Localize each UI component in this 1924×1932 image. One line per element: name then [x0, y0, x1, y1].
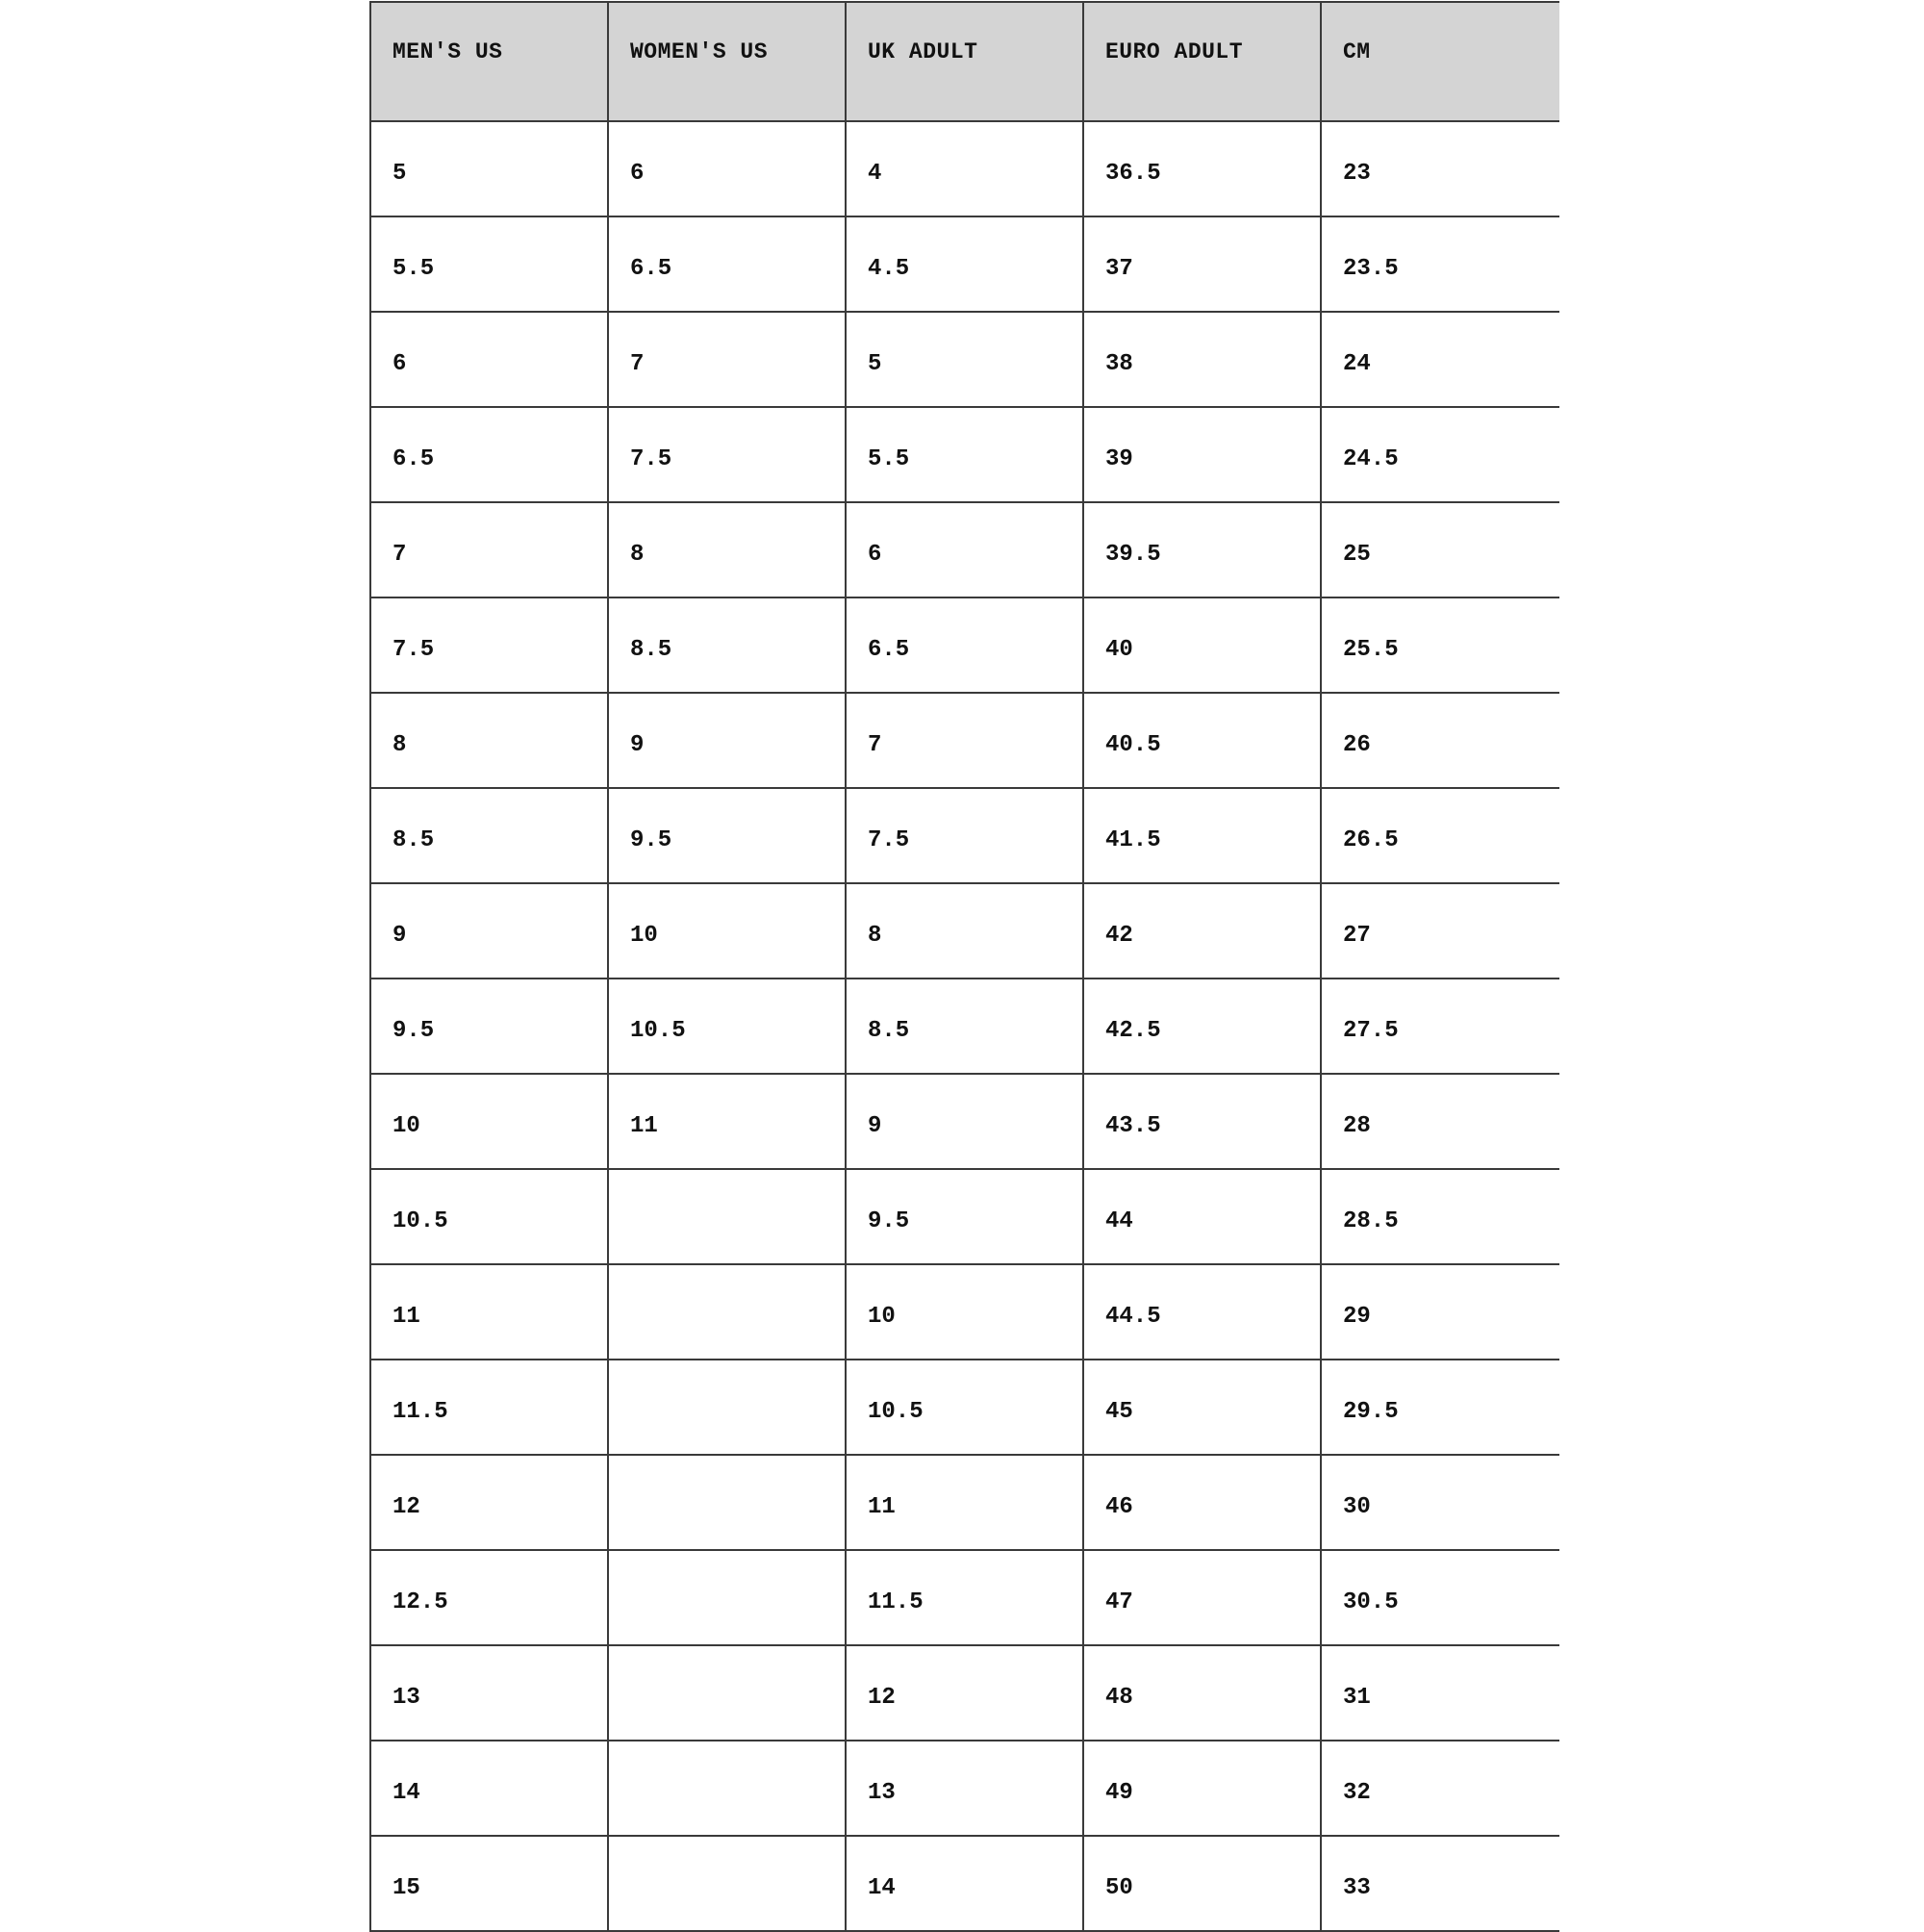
- cell-cm: 26.5: [1321, 788, 1559, 883]
- cell-mens-us: 6.5: [370, 407, 608, 502]
- cell-mens-us: 7: [370, 502, 608, 597]
- size-chart-body: [370, 121, 1559, 1931]
- cell-womens-us: 10.5: [608, 979, 846, 1074]
- table-row: [370, 1169, 1559, 1264]
- cell-cm: 24: [1321, 312, 1559, 407]
- table-row: [370, 693, 1559, 788]
- cell-uk-adult: 6.5: [846, 597, 1083, 693]
- cell-euro-adult: 47: [1083, 1550, 1321, 1645]
- cell-cm: 29.5: [1321, 1360, 1559, 1455]
- cell-womens-us: [608, 1645, 846, 1741]
- cell-mens-us: 8.5: [370, 788, 608, 883]
- cell-mens-us: 12.5: [370, 1550, 608, 1645]
- cell-cm: 30.5: [1321, 1550, 1559, 1645]
- table-row: [370, 1264, 1559, 1360]
- cell-mens-us: 11: [370, 1264, 608, 1360]
- cell-mens-us: 6: [370, 312, 608, 407]
- cell-mens-us: 11.5: [370, 1360, 608, 1455]
- cell-euro-adult: 37: [1083, 216, 1321, 312]
- cell-euro-adult: 38: [1083, 312, 1321, 407]
- cell-uk-adult: 5: [846, 312, 1083, 407]
- column-header-mens-us: MEN'S US: [370, 2, 608, 121]
- header-row: [370, 2, 1559, 121]
- cell-womens-us: 8.5: [608, 597, 846, 693]
- cell-euro-adult: 45: [1083, 1360, 1321, 1455]
- table-row: [370, 788, 1559, 883]
- cell-cm: 25.5: [1321, 597, 1559, 693]
- table-row: [370, 502, 1559, 597]
- cell-uk-adult: 5.5: [846, 407, 1083, 502]
- cell-womens-us: 11: [608, 1074, 846, 1169]
- cell-cm: 24.5: [1321, 407, 1559, 502]
- cell-cm: 28.5: [1321, 1169, 1559, 1264]
- table-row: [370, 121, 1559, 216]
- cell-euro-adult: 42.5: [1083, 979, 1321, 1074]
- cell-cm: 31: [1321, 1645, 1559, 1741]
- cell-womens-us: 9.5: [608, 788, 846, 883]
- table-row: [370, 1645, 1559, 1741]
- table-row: [370, 1550, 1559, 1645]
- cell-cm: 30: [1321, 1455, 1559, 1550]
- cell-mens-us: 7.5: [370, 597, 608, 693]
- table-row: [370, 216, 1559, 312]
- cell-uk-adult: 9: [846, 1074, 1083, 1169]
- table-row: [370, 407, 1559, 502]
- cell-mens-us: 14: [370, 1741, 608, 1836]
- cell-euro-adult: 44: [1083, 1169, 1321, 1264]
- cell-euro-adult: 41.5: [1083, 788, 1321, 883]
- cell-cm: 33: [1321, 1836, 1559, 1931]
- cell-mens-us: 5: [370, 121, 608, 216]
- size-chart-header: [370, 2, 1559, 121]
- cell-mens-us: 9: [370, 883, 608, 979]
- cell-cm: 27: [1321, 883, 1559, 979]
- column-header-uk-adult: UK ADULT: [846, 2, 1083, 121]
- cell-uk-adult: 10: [846, 1264, 1083, 1360]
- cell-womens-us: 6.5: [608, 216, 846, 312]
- cell-womens-us: [608, 1455, 846, 1550]
- cell-euro-adult: 44.5: [1083, 1264, 1321, 1360]
- cell-womens-us: [608, 1169, 846, 1264]
- column-header-euro-adult: EURO ADULT: [1083, 2, 1321, 121]
- cell-uk-adult: 8.5: [846, 979, 1083, 1074]
- table-row: [370, 1836, 1559, 1931]
- cell-euro-adult: 39.5: [1083, 502, 1321, 597]
- column-header-cm: CM: [1321, 2, 1559, 121]
- cell-uk-adult: 7.5: [846, 788, 1083, 883]
- cell-womens-us: 10: [608, 883, 846, 979]
- cell-euro-adult: 39: [1083, 407, 1321, 502]
- cell-cm: 29: [1321, 1264, 1559, 1360]
- cell-mens-us: 8: [370, 693, 608, 788]
- cell-euro-adult: 50: [1083, 1836, 1321, 1931]
- cell-uk-adult: 11.5: [846, 1550, 1083, 1645]
- cell-womens-us: 7.5: [608, 407, 846, 502]
- cell-womens-us: [608, 1264, 846, 1360]
- cell-cm: 27.5: [1321, 979, 1559, 1074]
- cell-womens-us: [608, 1836, 846, 1931]
- cell-uk-adult: 14: [846, 1836, 1083, 1931]
- cell-euro-adult: 46: [1083, 1455, 1321, 1550]
- cell-cm: 26: [1321, 693, 1559, 788]
- column-header-womens-us: WOMEN'S US: [608, 2, 846, 121]
- cell-womens-us: 8: [608, 502, 846, 597]
- cell-mens-us: 12: [370, 1455, 608, 1550]
- cell-uk-adult: 13: [846, 1741, 1083, 1836]
- table-row: [370, 1074, 1559, 1169]
- cell-mens-us: 15: [370, 1836, 608, 1931]
- cell-cm: 25: [1321, 502, 1559, 597]
- cell-euro-adult: 40: [1083, 597, 1321, 693]
- table-row: [370, 979, 1559, 1074]
- cell-womens-us: 7: [608, 312, 846, 407]
- cell-euro-adult: 43.5: [1083, 1074, 1321, 1169]
- cell-mens-us: 9.5: [370, 979, 608, 1074]
- table-row: [370, 883, 1559, 979]
- cell-euro-adult: 48: [1083, 1645, 1321, 1741]
- table-row: [370, 312, 1559, 407]
- cell-mens-us: 13: [370, 1645, 608, 1741]
- cell-uk-adult: 10.5: [846, 1360, 1083, 1455]
- table-row: [370, 1741, 1559, 1836]
- cell-womens-us: [608, 1360, 846, 1455]
- cell-cm: 23.5: [1321, 216, 1559, 312]
- cell-uk-adult: 6: [846, 502, 1083, 597]
- cell-uk-adult: 4.5: [846, 216, 1083, 312]
- cell-uk-adult: 8: [846, 883, 1083, 979]
- cell-mens-us: 5.5: [370, 216, 608, 312]
- table-row: [370, 597, 1559, 693]
- cell-cm: 23: [1321, 121, 1559, 216]
- cell-mens-us: 10: [370, 1074, 608, 1169]
- cell-cm: 28: [1321, 1074, 1559, 1169]
- cell-womens-us: [608, 1741, 846, 1836]
- cell-euro-adult: 49: [1083, 1741, 1321, 1836]
- size-chart-table: [369, 1, 1559, 1932]
- cell-euro-adult: 36.5: [1083, 121, 1321, 216]
- cell-cm: 32: [1321, 1741, 1559, 1836]
- cell-euro-adult: 42: [1083, 883, 1321, 979]
- cell-uk-adult: 7: [846, 693, 1083, 788]
- table-row: [370, 1360, 1559, 1455]
- cell-mens-us: 10.5: [370, 1169, 608, 1264]
- cell-uk-adult: 9.5: [846, 1169, 1083, 1264]
- cell-womens-us: 9: [608, 693, 846, 788]
- cell-uk-adult: 12: [846, 1645, 1083, 1741]
- cell-uk-adult: 4: [846, 121, 1083, 216]
- table-row: [370, 1455, 1559, 1550]
- cell-uk-adult: 11: [846, 1455, 1083, 1550]
- cell-womens-us: 6: [608, 121, 846, 216]
- cell-womens-us: [608, 1550, 846, 1645]
- cell-euro-adult: 40.5: [1083, 693, 1321, 788]
